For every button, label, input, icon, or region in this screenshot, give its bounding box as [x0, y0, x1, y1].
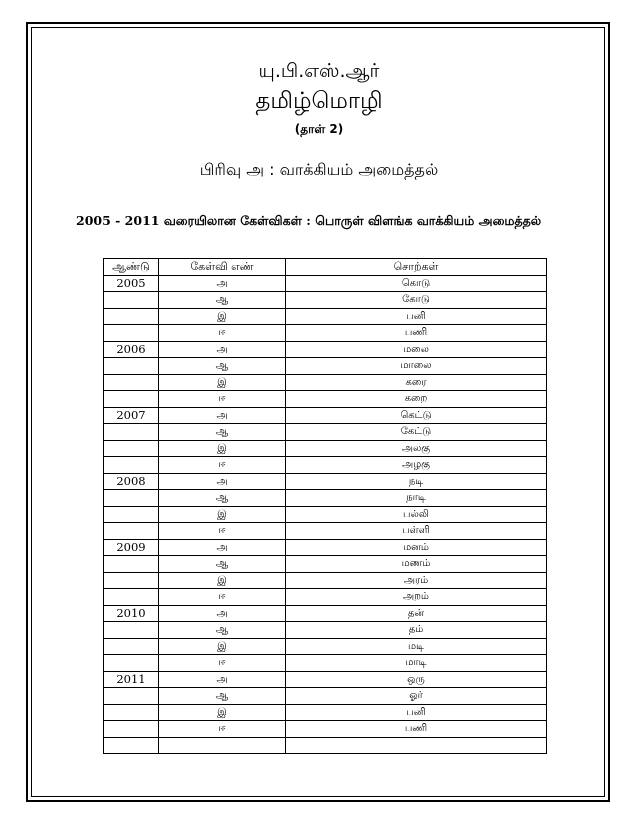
year-cell: 2006: [104, 341, 159, 358]
table-row: [104, 572, 547, 589]
question-number-cell: ஆ: [159, 292, 286, 309]
table-header-row: [104, 259, 547, 276]
word-cell: மாடி: [286, 655, 547, 672]
year-cell: [104, 374, 159, 391]
year-cell: [104, 704, 159, 721]
word-cell: நாடி: [286, 490, 547, 507]
table-row: [104, 440, 547, 457]
word-cell: அழகு: [286, 457, 547, 474]
question-number-cell: அ: [159, 275, 286, 292]
table-row: [104, 638, 547, 655]
table-row: [104, 358, 547, 375]
question-number-cell: ஈ: [159, 721, 286, 738]
year-cell: [104, 391, 159, 408]
question-number-cell: அ: [159, 407, 286, 424]
question-number-cell: ஆ: [159, 556, 286, 573]
question-number-cell: ஈ: [159, 391, 286, 408]
year-cell: [104, 655, 159, 672]
year-cell: [104, 325, 159, 342]
column-header-year: ஆண்டு: [104, 259, 159, 276]
table-row: [104, 374, 547, 391]
year-cell: [104, 688, 159, 705]
word-cell: அரம்: [286, 572, 547, 589]
table-row: [104, 473, 547, 490]
year-cell: 2007: [104, 407, 159, 424]
question-number-cell: இ: [159, 572, 286, 589]
year-cell: 2005: [104, 275, 159, 292]
table-row: [104, 490, 547, 507]
word-cell: ஒரு: [286, 671, 547, 688]
table-row: [104, 506, 547, 523]
year-cell: [104, 721, 159, 738]
question-number-cell: ஆ: [159, 424, 286, 441]
table-row: [104, 325, 547, 342]
word-cell: தம்: [286, 622, 547, 639]
word-cell: பணி: [286, 721, 547, 738]
question-number-cell: ஈ: [159, 523, 286, 540]
word-cell: கெட்டு: [286, 407, 547, 424]
word-cell: பணி: [286, 325, 547, 342]
question-number-cell: ஆ: [159, 358, 286, 375]
table-row: [104, 737, 547, 754]
table-row: [104, 556, 547, 573]
year-cell: [104, 572, 159, 589]
question-number-cell: ஈ: [159, 457, 286, 474]
year-cell: [104, 737, 159, 754]
question-number-cell: அ: [159, 341, 286, 358]
question-number-cell: இ: [159, 440, 286, 457]
table-row: [104, 424, 547, 441]
questions-table: [103, 258, 547, 754]
table-row: [104, 407, 547, 424]
question-number-cell: இ: [159, 704, 286, 721]
question-number-cell: இ: [159, 638, 286, 655]
table-row: [104, 622, 547, 639]
word-cell: அலகு: [286, 440, 547, 457]
table-row: [104, 457, 547, 474]
question-number-cell: அ: [159, 671, 286, 688]
word-cell: மனம்: [286, 539, 547, 556]
year-cell: [104, 490, 159, 507]
question-number-cell: அ: [159, 605, 286, 622]
word-cell: நடி: [286, 473, 547, 490]
year-cell: [104, 308, 159, 325]
word-cell: மலை: [286, 341, 547, 358]
table-row: [104, 704, 547, 721]
word-cell: கேட்டு: [286, 424, 547, 441]
word-cell: கொடு: [286, 275, 547, 292]
table-row: [104, 292, 547, 309]
word-cell: பனி: [286, 308, 547, 325]
table-row: [104, 341, 547, 358]
question-number-cell: ஈ: [159, 589, 286, 606]
year-cell: [104, 638, 159, 655]
word-cell: மாலை: [286, 358, 547, 375]
word-cell: பனி: [286, 704, 547, 721]
question-number-cell: இ: [159, 308, 286, 325]
exam-title: யு.பி.எஸ்.ஆர்: [258, 60, 380, 82]
word-cell: ஓர்: [286, 688, 547, 705]
table-row: [104, 275, 547, 292]
year-cell: [104, 622, 159, 639]
questions-heading: 2005 - 2011 வரையிலான கேள்விகள் : பொருள் விளங்க வாக்கியம் அமைத்தல்: [76, 213, 542, 228]
word-cell: [286, 737, 547, 754]
word-cell: மடி: [286, 638, 547, 655]
year-cell: [104, 589, 159, 606]
word-cell: பள்ளி: [286, 523, 547, 540]
table-row: [104, 308, 547, 325]
subject-title: தமிழ்மொழி: [255, 88, 383, 114]
word-cell: கோடு: [286, 292, 547, 309]
table-row: [104, 605, 547, 622]
word-cell: தன்: [286, 605, 547, 622]
year-cell: 2011: [104, 671, 159, 688]
table-row: [104, 523, 547, 540]
question-number-cell: அ: [159, 539, 286, 556]
table-row: [104, 721, 547, 738]
table-row: [104, 671, 547, 688]
column-header-words: சொற்கள்: [286, 259, 547, 276]
year-cell: [104, 358, 159, 375]
table-row: [104, 655, 547, 672]
question-number-cell: அ: [159, 473, 286, 490]
table-row: [104, 589, 547, 606]
year-cell: 2008: [104, 473, 159, 490]
year-cell: [104, 424, 159, 441]
column-header-question-number: கேள்வி எண்: [159, 259, 286, 276]
question-number-cell: ஈ: [159, 655, 286, 672]
year-cell: [104, 292, 159, 309]
question-number-cell: இ: [159, 506, 286, 523]
table-row: [104, 391, 547, 408]
question-number-cell: ஆ: [159, 622, 286, 639]
year-cell: [104, 556, 159, 573]
question-number-cell: ஆ: [159, 490, 286, 507]
question-number-cell: [159, 737, 286, 754]
question-number-cell: ஆ: [159, 688, 286, 705]
year-cell: 2010: [104, 605, 159, 622]
word-cell: அறம்: [286, 589, 547, 606]
paper-label: (தாள் 2): [294, 122, 344, 136]
table-row: [104, 688, 547, 705]
question-number-cell: இ: [159, 374, 286, 391]
year-cell: [104, 440, 159, 457]
word-cell: மணம்: [286, 556, 547, 573]
year-cell: [104, 457, 159, 474]
word-cell: பல்லி: [286, 506, 547, 523]
word-cell: கறை: [286, 391, 547, 408]
section-title: பிரிவு அ : வாக்கியம் அமைத்தல்: [199, 160, 439, 179]
word-cell: கரை: [286, 374, 547, 391]
year-cell: [104, 523, 159, 540]
question-number-cell: ஈ: [159, 325, 286, 342]
year-cell: [104, 506, 159, 523]
year-cell: 2009: [104, 539, 159, 556]
table-row: [104, 539, 547, 556]
